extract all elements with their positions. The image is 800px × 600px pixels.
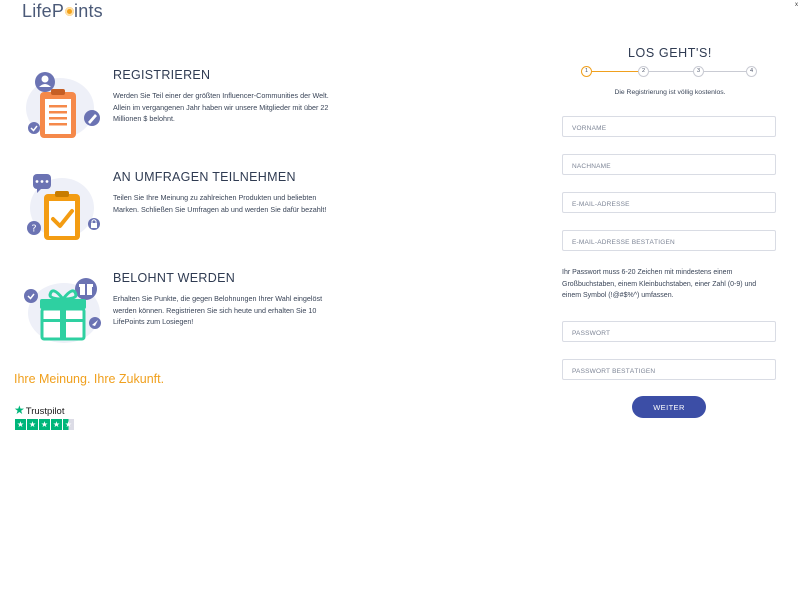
step-1: 1: [581, 66, 592, 77]
logo-text-end: ints: [74, 1, 103, 21]
clipboard-user-icon: [20, 68, 104, 146]
feature-title: REGISTRIEREN: [113, 68, 211, 82]
star-icon: ★: [28, 420, 37, 429]
step-connector: [591, 71, 639, 72]
trustpilot-badge[interactable]: [14, 403, 76, 431]
trustpilot-label: Trustpilot: [25, 406, 65, 417]
password-input[interactable]: [563, 324, 775, 343]
password-field[interactable]: [562, 321, 776, 342]
step-4: 4: [746, 66, 757, 77]
email-field[interactable]: [562, 192, 776, 213]
email-confirm-input[interactable]: [563, 233, 775, 252]
star-icon: ★: [40, 420, 49, 429]
feature-surveys: [16, 170, 356, 250]
last-name-input[interactable]: [563, 157, 775, 176]
gift-icon: [20, 271, 104, 349]
trustpilot-logo: [14, 403, 64, 419]
trustpilot-rating: [15, 419, 74, 430]
feature-description: Erhalten Sie Punkte, die gegen Belohnungen Ihrer Wahl eingelöst werden können. Registrieren Sie sich heute und erhalten Sie 10 LifePoints zum Losiegen!: [113, 294, 323, 326]
step-3: 3: [693, 66, 704, 77]
step-connector: [704, 71, 749, 72]
form-title: LOS GEHT'S!: [627, 46, 712, 60]
email-confirm-field[interactable]: [562, 230, 776, 251]
lifepoints-logo[interactable]: [22, 1, 103, 21]
email-input[interactable]: [563, 195, 775, 214]
tagline: Ihre Meinung. Ihre Zukunft.: [14, 372, 165, 386]
feature-description: Werden Sie Teil einer der größten Influencer-Communities der Welt. Allein im vergangenen Jahr haben wir unsere Mitglieder mit über 22 Millionen $ belohnt.: [113, 91, 329, 123]
feature-title: AN UMFRAGEN TEILNEHMEN: [113, 170, 296, 184]
star-icon: ★: [16, 420, 25, 429]
step-2: 2: [638, 66, 649, 77]
feature-title: BELOHNT WERDEN: [113, 271, 236, 285]
registration-form: [560, 38, 780, 428]
password-confirm-field[interactable]: [562, 359, 776, 380]
password-hint: Ihr Passwort muss 6-20 Zeichen mit mindestens einem Großbuchstaben, einem Kleinbuchstaben, einer Zahl (0-9) und einem Symbol (!@#$%^) umfassen.: [562, 269, 757, 299]
svg-text:?: ?: [31, 223, 37, 235]
logo-text-start: LifeP: [22, 1, 65, 21]
half-star-icon: ★: [64, 420, 73, 429]
step-connector: [649, 71, 694, 72]
step-progress: [581, 66, 757, 78]
feature-description: Teilen Sie Ihre Meinung zu zahlreichen Produkten und beliebten Marken. Schließen Sie Umfragen ab und werden Sie dafür bezahlt!: [113, 193, 327, 214]
sun-icon: [65, 7, 74, 16]
star-icon: ★: [52, 420, 61, 429]
form-subtitle: Die Registrierung ist völlig kostenlos.: [614, 89, 726, 96]
first-name-field[interactable]: [562, 116, 776, 137]
trustpilot-star-icon: ★: [14, 403, 25, 417]
first-name-input[interactable]: [563, 119, 775, 138]
close-icon[interactable]: x: [795, 2, 798, 8]
clipboard-check-icon: [20, 170, 104, 248]
feature-rewards: [16, 271, 356, 351]
password-confirm-input[interactable]: [563, 362, 775, 381]
last-name-field[interactable]: [562, 154, 776, 175]
feature-register: [16, 68, 356, 148]
next-button[interactable]: WEITER: [632, 396, 706, 418]
